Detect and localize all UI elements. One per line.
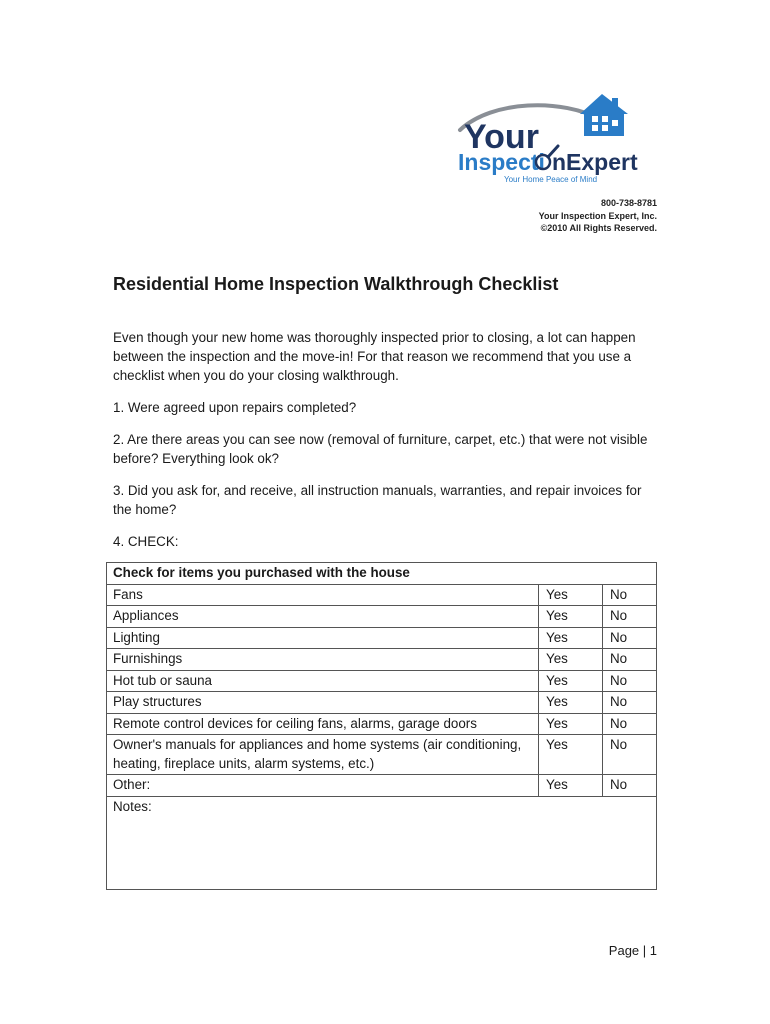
question-1: 1. Were agreed upon repairs completed? (113, 400, 357, 415)
contact-block (539, 197, 657, 235)
company-name: Your Inspection Expert, Inc. (538, 210, 657, 221)
question-3: 3. Did you ask for, and receive, all instruction manuals, warranties, and repair invoices for the home? (113, 483, 642, 517)
no-option[interactable]: No (603, 649, 657, 671)
table-row (107, 692, 657, 714)
notes-label: Notes: (113, 798, 152, 814)
logo-line2a: Inspecti (458, 149, 545, 175)
yes-option[interactable]: Yes (539, 627, 603, 649)
copyright: ©2010 All Rights Reserved. (540, 223, 657, 233)
no-option[interactable]: No (603, 735, 657, 775)
no-option[interactable]: No (603, 775, 657, 797)
item-cell: Hot tub or sauna (107, 670, 539, 692)
notes-field[interactable] (107, 796, 657, 889)
item-cell: Play structures (107, 692, 539, 714)
page-title: Residential Home Inspection Walkthrough Checklist (113, 274, 559, 294)
item-cell: Fans (107, 584, 539, 606)
item-cell: Appliances (107, 606, 539, 628)
company-logo (452, 92, 662, 187)
item-cell: Remote control devices for ceiling fans, alarms, garage doors (107, 713, 539, 735)
yes-option[interactable]: Yes (539, 649, 603, 671)
logo-tagline: Your Home Peace of Mind (504, 175, 598, 184)
no-option[interactable]: No (603, 692, 657, 714)
item-cell: Furnishings (107, 649, 539, 671)
table-header-row (107, 563, 657, 585)
yes-option[interactable]: Yes (539, 584, 603, 606)
table-row (107, 649, 657, 671)
yes-option[interactable]: Yes (539, 735, 603, 775)
table-row (107, 713, 657, 735)
logo-line1: Your (464, 118, 539, 156)
no-option[interactable]: No (603, 627, 657, 649)
table-row (107, 735, 657, 775)
checklist-table (106, 562, 657, 890)
yes-option[interactable]: Yes (539, 775, 603, 797)
yes-option[interactable]: Yes (539, 713, 603, 735)
page-footer: Page | 1 (608, 943, 657, 958)
item-cell: Owner's manuals for appliances and home systems (air conditioning, heating, fireplace units, alarm systems, etc.) (107, 735, 539, 775)
table-header: Check for items you purchased with the house (107, 563, 657, 585)
house-icon (580, 94, 628, 136)
table-row (107, 627, 657, 649)
yes-option[interactable]: Yes (539, 692, 603, 714)
item-cell: Other: (107, 775, 539, 797)
table-row (107, 670, 657, 692)
item-cell: Lighting (107, 627, 539, 649)
phone-number: 800-738-8781 (600, 198, 657, 208)
table-row (107, 606, 657, 628)
yes-option[interactable]: Yes (539, 670, 603, 692)
no-option[interactable]: No (603, 670, 657, 692)
intro-paragraph: Even though your new home was thoroughly inspected prior to closing, a lot can happen between the inspection and the move-in! For that reason we recommend that you use a checklist when you do your closing walkthrough. (113, 330, 636, 383)
notes-row (107, 796, 657, 889)
logo-line2b: nExpert (552, 149, 638, 175)
question-2: 2. Are there areas you can see now (removal of furniture, carpet, etc.) that were not visible before? Everything look ok? (113, 432, 648, 466)
no-option[interactable]: No (603, 606, 657, 628)
question-4: 4. CHECK: (113, 534, 179, 549)
table-row (107, 584, 657, 606)
no-option[interactable]: No (603, 584, 657, 606)
table-row (107, 775, 657, 797)
yes-option[interactable]: Yes (539, 606, 603, 628)
no-option[interactable]: No (603, 713, 657, 735)
